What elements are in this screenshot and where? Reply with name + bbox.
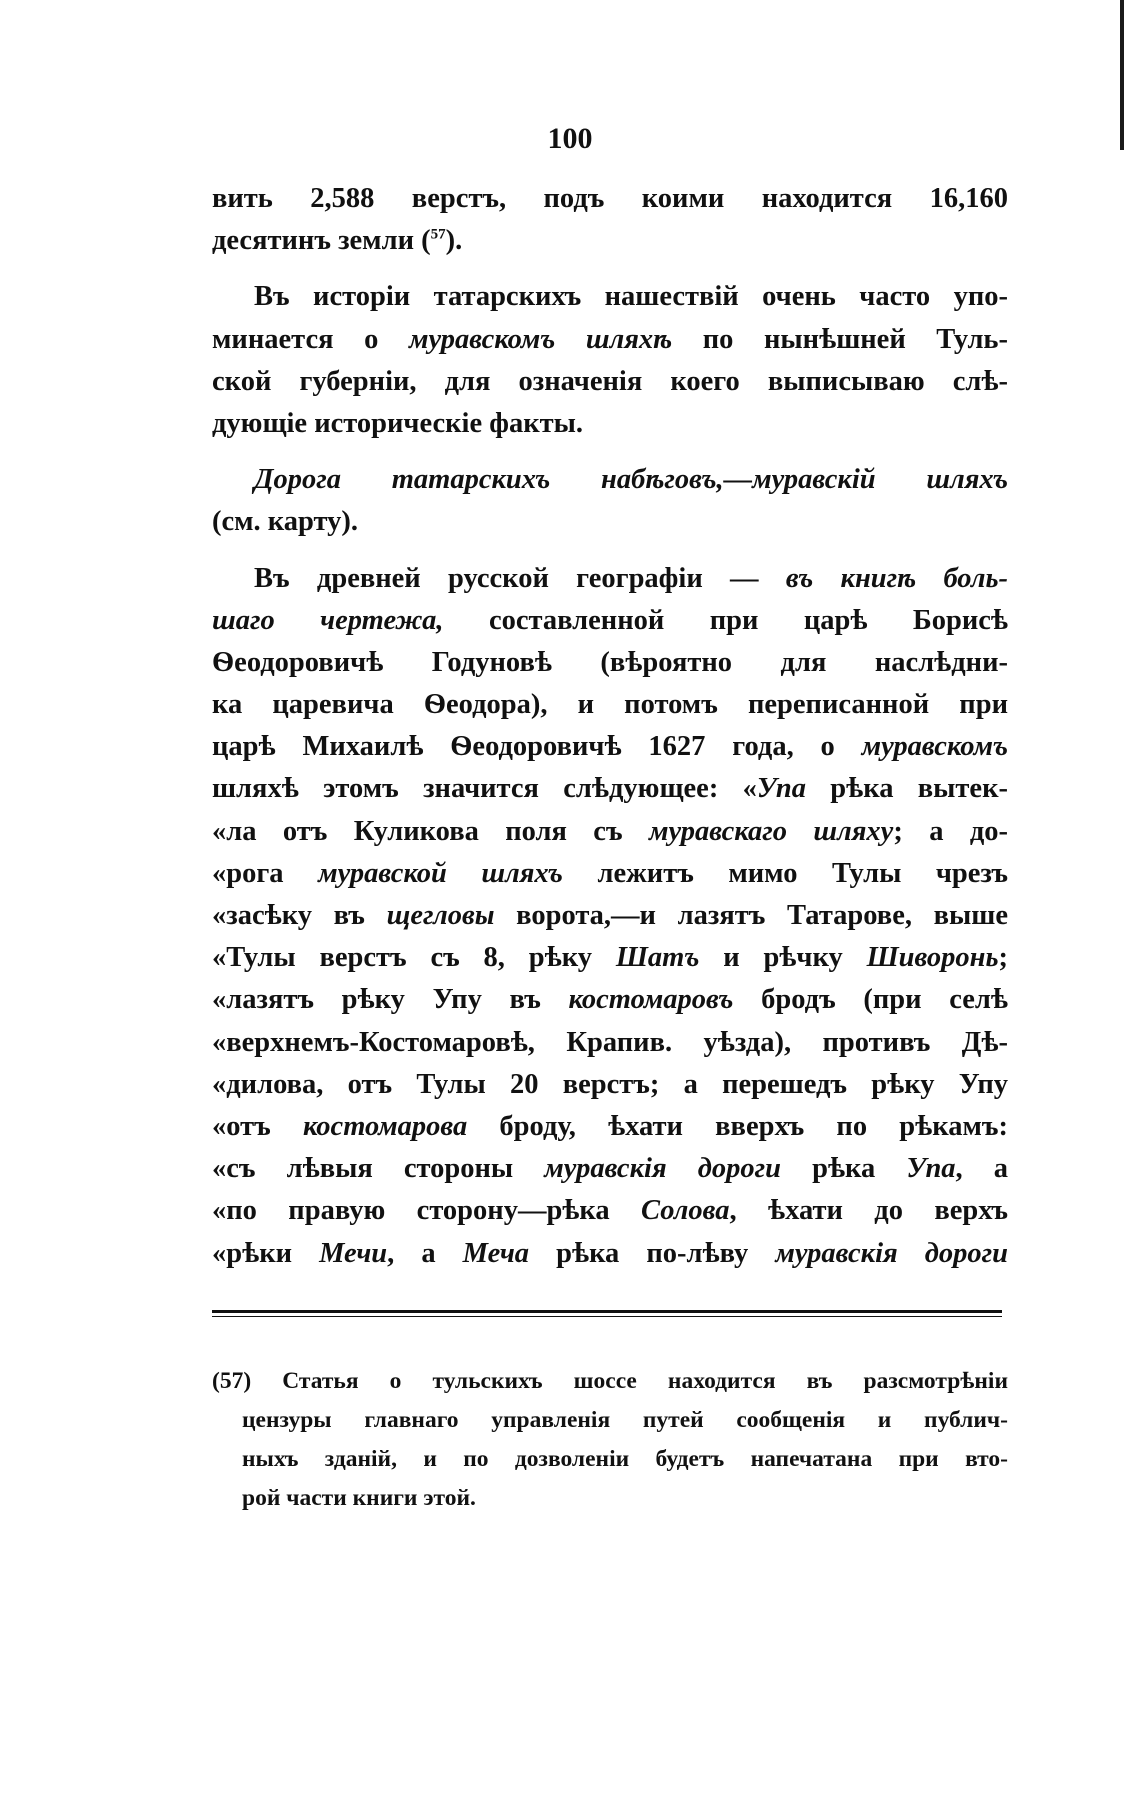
text-span: рѣка по-лѣву xyxy=(529,1237,776,1269)
italic-span: муравскія дороги xyxy=(775,1237,1009,1269)
text-span: Въ древней русской географіи — xyxy=(254,562,786,594)
text-span: (57) Статья о тульскихъ шоссе находится въ разсмотрѣніи xyxy=(212,1368,1008,1394)
text-line xyxy=(212,178,1008,220)
footnote-rule-top xyxy=(212,1310,1002,1313)
footnote xyxy=(212,1362,1008,1518)
italic-span: щегловы xyxy=(386,900,495,931)
text-span: ). xyxy=(445,225,463,257)
text-span: составленной при царѣ Борисѣ xyxy=(443,604,1008,636)
text-span: минается о xyxy=(212,323,409,355)
text-span: ка царевича Ѳеодора), и потомъ переписанной при xyxy=(212,689,1008,721)
text-span: рѣка вытек- xyxy=(806,773,1008,805)
text-span: шляхѣ этомъ значится слѣдующее: « xyxy=(212,773,757,805)
italic-span: костомаровъ xyxy=(568,984,734,1016)
text-span: Ѳеодоровичѣ Годуновѣ (вѣроятно для наслѣдни- xyxy=(212,646,1008,678)
text-line xyxy=(212,361,1008,403)
footnote-line xyxy=(212,1479,1008,1518)
text-span: «дилова, отъ Тулы 20 верстъ; а перешедъ рѣку Упу xyxy=(212,1068,1008,1100)
footnote-line xyxy=(212,1362,1008,1401)
text-span: рѣка xyxy=(781,1153,907,1185)
italic-span: Упа xyxy=(906,1153,956,1185)
text-line xyxy=(212,1064,1008,1106)
italic-span: Мечи xyxy=(319,1237,388,1269)
italic-span: Меча xyxy=(462,1237,530,1269)
text-span: «отъ xyxy=(212,1110,303,1142)
italic-span: Шатъ xyxy=(615,942,700,974)
text-line xyxy=(212,1233,1008,1275)
text-line xyxy=(212,319,1008,361)
text-span: , а xyxy=(387,1237,463,1269)
page-number: 100 xyxy=(547,122,593,155)
main-text xyxy=(212,178,1008,1275)
text-span: броду, ѣхати вверхъ по рѣкамъ: xyxy=(467,1110,1008,1142)
italic-span: муравскія дороги xyxy=(544,1153,781,1185)
text-span: ; xyxy=(998,942,1008,974)
section-heading xyxy=(212,459,1008,501)
text-line xyxy=(212,642,1008,684)
text-span: по нынѣшней Туль- xyxy=(672,323,1008,355)
text-span: «верхнемъ-Костомаровѣ, Крапив. уѣзда), противъ Дѣ- xyxy=(212,1026,1008,1058)
text-span: ; а до- xyxy=(893,815,1008,847)
text-line xyxy=(212,276,1008,318)
italic-span: муравскаго шляху xyxy=(648,815,894,847)
text-span: вить 2,588 верстъ, подъ коими находится 16,160 xyxy=(212,183,1008,214)
text-line xyxy=(212,558,1008,600)
text-line xyxy=(212,501,1008,543)
text-span: , ѣхати до верхъ xyxy=(729,1195,1009,1227)
text-span: и рѣчку xyxy=(699,942,867,974)
text-line xyxy=(212,1022,1008,1064)
footnote-ref[interactable]: 57 xyxy=(430,226,446,243)
text-line xyxy=(212,937,1008,979)
italic-span: Упа xyxy=(756,773,806,805)
italic-span: муравскомъ xyxy=(861,731,1008,763)
text-line xyxy=(212,1190,1008,1232)
text-span: «рога xyxy=(212,857,319,889)
text-span: царѣ Михаилѣ Ѳеодоровичѣ 1627 года, о xyxy=(212,731,862,763)
text-span: «по правую сторону—рѣка xyxy=(212,1195,642,1227)
text-span: «ла отъ Куликова поля съ xyxy=(212,815,649,847)
text-line xyxy=(212,895,1008,937)
text-span: десятинъ земли ( xyxy=(212,225,431,257)
italic-span: костомарова xyxy=(302,1110,468,1142)
text-span: цензуры главнаго управленія путей сообщенія и публич- xyxy=(242,1407,1008,1433)
text-span: ныхъ зданій, и по дозволеніи будетъ напечатана при вто- xyxy=(242,1446,1008,1472)
text-line xyxy=(212,684,1008,726)
text-span: «съ лѣвыя стороны xyxy=(212,1153,545,1185)
text-line xyxy=(212,600,1008,642)
text-line xyxy=(212,853,1008,895)
text-span: лежитъ мимо Тулы чрезъ xyxy=(562,857,1008,889)
italic-span: Шиворонь xyxy=(866,942,999,974)
text-span: дующіе историческіе факты. xyxy=(212,407,584,439)
italic-span: муравскомъ шляхѣ xyxy=(408,323,673,355)
text-span: (см. карту). xyxy=(212,506,359,538)
text-line xyxy=(212,1106,1008,1148)
text-span: «рѣки xyxy=(212,1237,320,1269)
text-line xyxy=(212,979,1008,1021)
italic-span: Солова xyxy=(641,1195,730,1227)
footnote-line xyxy=(212,1440,1008,1479)
text-line xyxy=(212,220,1008,262)
italic-span: шаго чертежа, xyxy=(212,604,444,636)
footnote-rule-bottom xyxy=(212,1316,1002,1317)
text-line xyxy=(212,768,1008,810)
text-span: рой части книги этой. xyxy=(242,1485,476,1511)
text-span: «Тулы верстъ съ 8, рѣку xyxy=(212,942,616,974)
italic-span: Дорога татарскихъ набѣговъ,—муравскій шляхъ xyxy=(254,464,1008,496)
text-line xyxy=(212,403,1008,445)
text-line xyxy=(212,1148,1008,1190)
italic-span: муравской шляхъ xyxy=(318,857,563,889)
text-span: ской губерніи, для означенія коего выписываю слѣ- xyxy=(212,365,1008,397)
text-span: бродъ (при селѣ xyxy=(733,984,1009,1016)
text-span: ворота,—и лазятъ Татарове, выше xyxy=(494,900,1008,931)
text-line xyxy=(212,726,1008,768)
italic-span: въ книгѣ боль- xyxy=(785,562,1008,594)
text-span: «засѣку въ xyxy=(212,900,387,931)
text-line xyxy=(212,811,1008,853)
footnote-line xyxy=(212,1401,1008,1440)
text-span: Въ исторіи татарскихъ нашествій очень часто упо- xyxy=(254,281,1008,313)
text-span: , а xyxy=(955,1153,1009,1185)
text-span: «лазятъ рѣку Упу въ xyxy=(212,984,569,1016)
